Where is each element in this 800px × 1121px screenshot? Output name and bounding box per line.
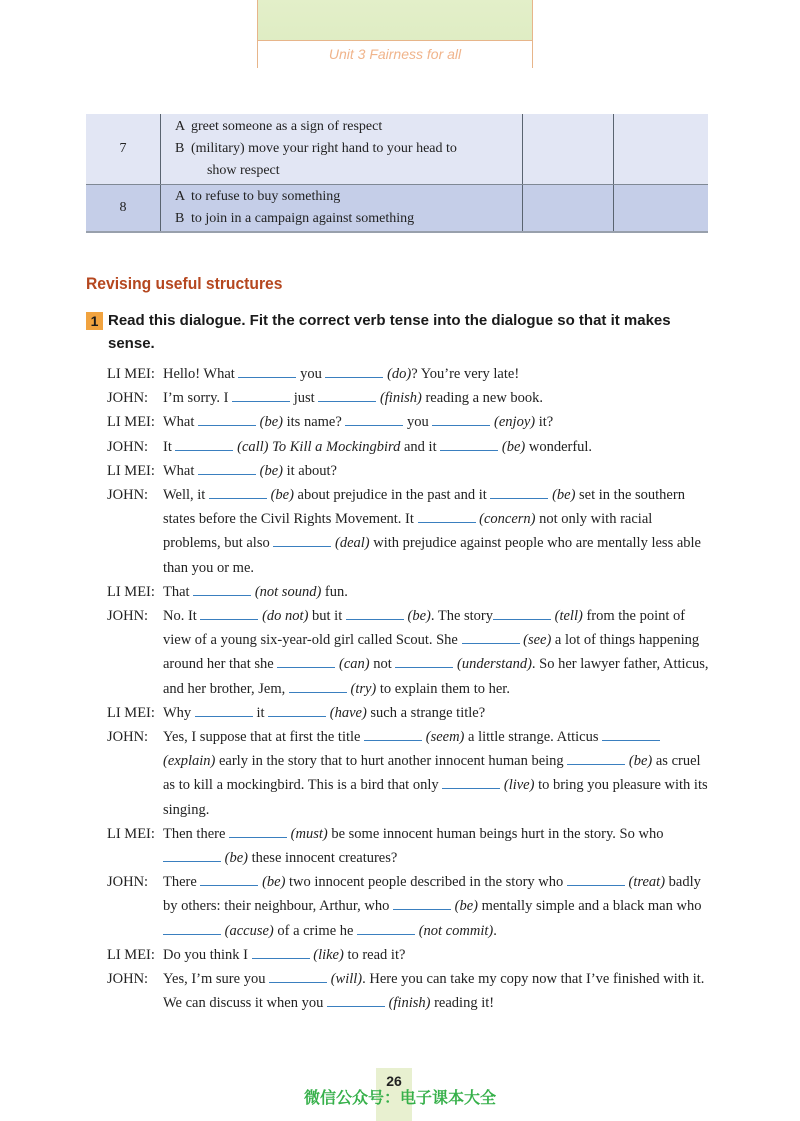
verb-hint: (be): [270, 487, 294, 504]
answer-blank[interactable]: [357, 922, 415, 935]
speaker-label: JOHN:: [107, 729, 149, 746]
speaker-label: LI MEI:: [107, 414, 155, 431]
speaker-label: LI MEI:: [107, 366, 155, 382]
speech-text: Why it (have) such a strange title?: [163, 704, 486, 721]
verb-hint: (understand): [456, 656, 532, 673]
answer-blank[interactable]: [440, 438, 498, 451]
verb-hint: (see): [523, 632, 552, 649]
verb-hint: (be): [259, 414, 283, 431]
definition: B to join in a campaign against something: [174, 211, 415, 226]
speaker-label: JOHN:: [107, 971, 149, 988]
answer-blank[interactable]: [252, 946, 310, 959]
verb-hint: (be): [552, 487, 576, 504]
speaker-label: JOHN:: [107, 390, 149, 407]
answer-blank[interactable]: [393, 897, 451, 910]
answer-blank[interactable]: [567, 752, 625, 765]
dialogue-line: [107, 459, 709, 483]
definition: A to refuse to buy something: [174, 189, 341, 204]
verb-hint: (finish): [388, 995, 431, 1012]
answer-blank[interactable]: [195, 704, 253, 717]
verb-hint: (be): [262, 874, 286, 891]
speaker-label: JOHN:: [107, 874, 149, 891]
verb-hint: (like): [313, 946, 344, 963]
definition: B (military) move your right hand to your head to: [174, 141, 457, 156]
speech-text: Yes, I suppose that at first the title (seem) a little strange. Atticus (explain) early in the story that to hurt another innocent human being (be) as cruel as to kill a mockingbird. This is a bird that only (live) to bring you pleasure with its singing.: [163, 729, 708, 818]
answer-blank[interactable]: [327, 994, 385, 1007]
verb-hint: (explain): [163, 753, 216, 770]
answer-blank[interactable]: [490, 486, 548, 499]
answer-blank[interactable]: [209, 486, 267, 499]
speech-text: Then there (must) be some innocent human beings hurt in the story. So who (be) these innocent creatures?: [163, 825, 664, 867]
verb-hint: (must): [290, 825, 328, 842]
section-title: Revising useful structures: [86, 274, 283, 293]
answer-blank[interactable]: [493, 607, 551, 620]
verb-hint: (finish): [379, 390, 422, 407]
dialogue-line: [107, 822, 709, 870]
dialogue-line: [107, 943, 709, 967]
answer-blank[interactable]: [418, 510, 476, 523]
answer-blank[interactable]: [200, 873, 258, 886]
verb-hint: (be): [224, 850, 248, 867]
speech-text: I’m sorry. I just (finish) reading a new book.: [163, 390, 544, 407]
page-number: 26: [386, 1073, 402, 1089]
answer-blank[interactable]: [238, 365, 296, 378]
table-row: [86, 185, 708, 233]
verb-hint: (be): [501, 438, 526, 455]
answer-cell[interactable]: [613, 185, 708, 233]
verb-hint: (concern): [479, 511, 536, 528]
speaker-label: LI MEI:: [107, 704, 155, 721]
answer-blank[interactable]: [432, 413, 490, 426]
answer-cell[interactable]: [522, 114, 613, 185]
answer-blank[interactable]: [229, 825, 287, 838]
answer-blank[interactable]: [268, 704, 326, 717]
answer-blank[interactable]: [325, 365, 383, 378]
dialogue-line: [107, 967, 709, 1015]
speech-text: There (be) two innocent people described in the story who (treat) badly by others: their neighbour, Arthur, who (be) mentally simple and a black man who (accuse) of a crime he (not commit).: [163, 874, 702, 939]
row-number: 8: [86, 185, 160, 233]
verb-hint: (live): [503, 777, 535, 794]
verb-hint: (do): [387, 366, 412, 382]
row-number: 7: [86, 114, 160, 185]
dialogue-line: [107, 386, 709, 410]
answer-blank[interactable]: [346, 607, 404, 620]
answer-cell[interactable]: [522, 185, 613, 233]
verb-hint: (call) To Kill a Mockingbird: [237, 438, 401, 455]
verb-hint: (accuse): [224, 922, 274, 939]
answer-blank[interactable]: [193, 583, 251, 596]
unit-title: Unit 3 Fairness for all: [328, 46, 462, 62]
answer-blank[interactable]: [567, 873, 625, 886]
verb-hint: (treat): [628, 874, 666, 891]
exercise-number-badge: 1: [86, 312, 103, 330]
dialogue-line: [107, 870, 709, 943]
definitions-cell: [160, 114, 522, 185]
answer-blank[interactable]: [200, 607, 258, 620]
verb-hint: (try): [350, 680, 377, 697]
verb-hint: (be): [407, 608, 431, 625]
dialogue-line: [107, 410, 709, 434]
answer-blank[interactable]: [232, 389, 290, 402]
answer-blank[interactable]: [175, 438, 233, 451]
answer-blank[interactable]: [273, 534, 331, 547]
verb-hint: (seem): [425, 729, 465, 746]
answer-blank[interactable]: [462, 631, 520, 644]
answer-blank[interactable]: [345, 413, 403, 426]
verb-hint: (do not): [262, 608, 309, 625]
dialogue: [107, 362, 709, 1015]
answer-blank[interactable]: [198, 413, 256, 426]
answer-blank[interactable]: [269, 970, 327, 983]
unit-banner: [257, 0, 533, 68]
answer-blank[interactable]: [602, 728, 660, 741]
dialogue-line: [107, 362, 709, 386]
answer-cell[interactable]: [613, 114, 708, 185]
answer-blank[interactable]: [364, 728, 422, 741]
speaker-label: LI MEI:: [107, 946, 155, 963]
dialogue-line: [107, 483, 709, 580]
answer-blank[interactable]: [163, 922, 221, 935]
vocabulary-table: [86, 114, 708, 233]
speech-text: Do you think I (like) to read it?: [163, 946, 406, 963]
speech-text: No. It (do not) but it (be). The story (tell) from the point of view of a young six-year-old girl called Scout. She (see) a lot of things happening around her that she (can) not (understand). So her lawyer father, Atticus, and her brother, Jem, (try) to explain them to her.: [163, 608, 709, 697]
answer-blank[interactable]: [198, 462, 256, 475]
speaker-label: LI MEI:: [107, 825, 155, 842]
verb-hint: (be): [628, 753, 653, 770]
speech-text: What (be) its name? you (enjoy) it?: [163, 414, 554, 431]
verb-hint: (enjoy): [494, 414, 536, 431]
speech-text: That (not sound) fun.: [163, 583, 348, 600]
dialogue-line: [107, 701, 709, 725]
answer-blank[interactable]: [163, 849, 221, 862]
dialogue-line: [107, 435, 709, 459]
speech-text: What (be) it about?: [163, 462, 337, 479]
verb-hint: (be): [454, 898, 478, 915]
definition-continuation: show respect: [206, 163, 280, 178]
table-row: [86, 114, 708, 185]
speaker-label: LI MEI:: [107, 462, 155, 479]
speaker-label: JOHN:: [107, 608, 149, 625]
answer-blank[interactable]: [289, 680, 347, 693]
exercise-instruction: Read this dialogue. Fit the correct verb tense into the dialogue so that it makes sense.: [108, 312, 671, 352]
speaker-label: JOHN:: [107, 487, 149, 504]
speech-text: Well, it (be) about prejudice in the past and it (be) set in the southern states before the Civil Rights Movement. It (concern) not only with racial problems, but also (deal) with prejudice against people who are mentally less able than you or me.: [163, 487, 701, 576]
verb-hint: (not commit): [418, 922, 494, 939]
definition: A greet someone as a sign of respect: [174, 119, 383, 134]
verb-hint: (deal): [334, 535, 370, 552]
dialogue-line: [107, 580, 709, 604]
speech-text: Yes, I’m sure you (will). Here you can take my copy now that I’ve finished with it. We can discuss it when you (finish) reading it!: [163, 971, 705, 1012]
speaker-label: LI MEI:: [107, 583, 155, 600]
dialogue-line: [107, 604, 709, 701]
verb-hint: (tell): [554, 608, 583, 625]
speech-text: Hello! What you (do)? You’re very late!: [163, 366, 520, 382]
watermark: 微信公众号：电子课本大全: [303, 1088, 496, 1107]
speech-text: It (call) To Kill a Mockingbird and it (be) wonderful.: [163, 438, 593, 455]
answer-blank[interactable]: [442, 776, 500, 789]
answer-blank[interactable]: [395, 655, 453, 668]
verb-hint: (not sound): [254, 583, 322, 600]
speaker-label: JOHN:: [107, 438, 149, 455]
verb-hint: (have): [329, 704, 367, 721]
verb-hint: (will): [330, 971, 363, 988]
answer-blank[interactable]: [318, 389, 376, 402]
dialogue-line: [107, 725, 709, 822]
definitions-cell: [160, 185, 522, 233]
verb-hint: (can): [338, 656, 370, 673]
answer-blank[interactable]: [277, 655, 335, 668]
verb-hint: (be): [259, 462, 283, 479]
